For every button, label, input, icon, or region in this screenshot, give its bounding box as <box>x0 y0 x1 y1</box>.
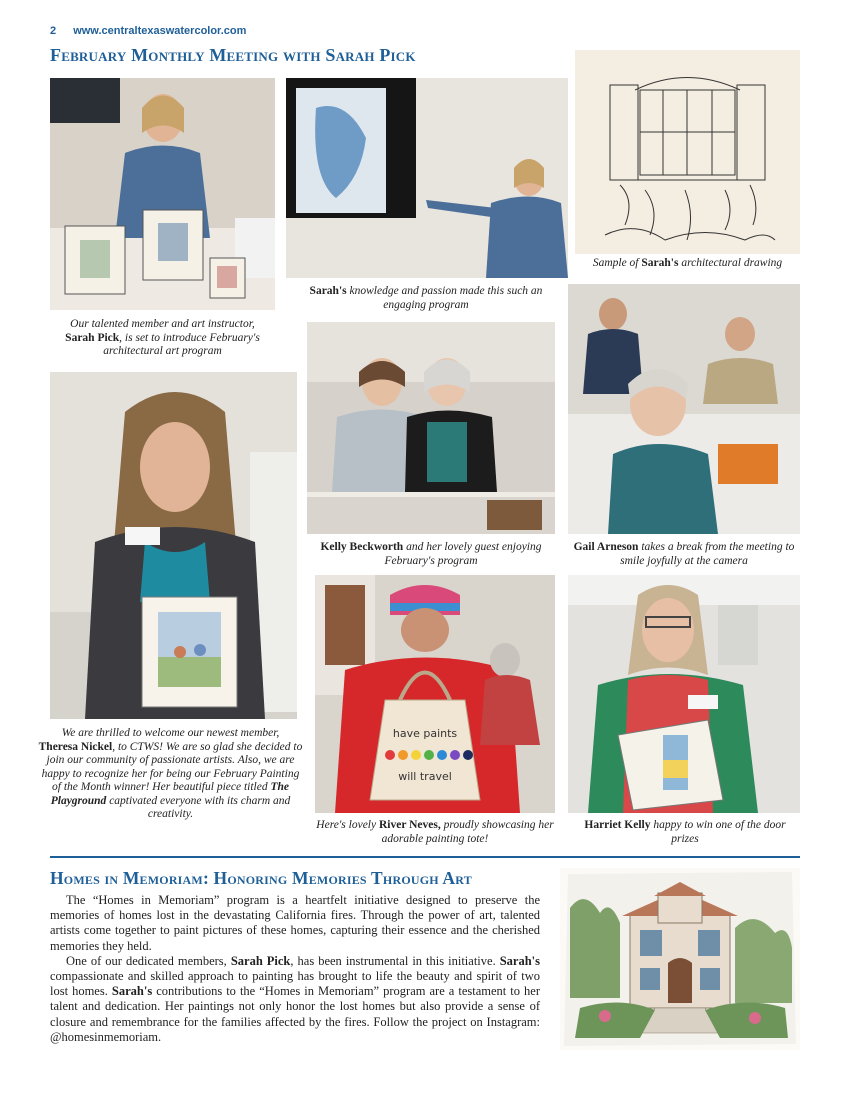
section-title-homes: Homes in Memoriam: Honoring Memories Through Art <box>50 868 472 888</box>
photo-gail-arneson <box>568 284 800 534</box>
caption-harriet: Harriet Kelly happy to win one of the door prizes <box>584 819 786 845</box>
page-header <box>50 25 246 37</box>
photo-architectural-drawing <box>575 50 800 254</box>
homes-paragraph-2: One of our dedicated members, Sarah Pick, has been instrumental in this initiative. Sarah's compassionate and skilled approach to painting has brought to life the beauty and spirit of two lost homes. Sarah's contributions to the “Homes in Memoriam” program are a testament to her talent and dedication. Her paintings not only honor the lost homes but also provide a sense of closure and remembrance for the families affected by the fires. Follow the project on Instagram: @homesinmemoriam. <box>50 953 541 1044</box>
website-url[interactable]: www.centraltexaswatercolor.com <box>73 25 247 37</box>
section-divider <box>50 856 800 858</box>
homes-article-body <box>50 893 540 1045</box>
caption-gail: Gail Arneson takes a break from the meeting to smile joyfully at the camera <box>573 541 795 567</box>
photo-sarah-with-paintings <box>50 78 275 310</box>
photo-kelly-and-guest <box>307 322 555 534</box>
photo-harriet-kelly <box>568 575 800 813</box>
caption-river: Here's lovely River Neves, proudly showcasing her adorable painting tote! <box>316 819 554 845</box>
photo-home-painting <box>560 868 800 1050</box>
caption-sample-drawing: Sample of Sarah's architectural drawing <box>592 257 783 269</box>
caption-sarah-intro: Our talented member and art instructor, Sarah Pick, is set to introduce February's architectural art program <box>65 318 260 357</box>
photo-river-with-tote <box>315 575 555 813</box>
homes-paragraph-1: The “Homes in Memoriam” program is a heartfelt initiative designed to preserve the memories of homes lost in the devastating California fires. Through the power of art, talented artists come together to paint pictures of these homes, capturing their essence and the cherished memories they held. <box>50 893 540 953</box>
caption-theresa: We are thrilled to welcome our newest member, Theresa Nickel, to CTWS! We are so glad she decided to join our community of passionate artists. Also, we are happy to recognize her for being our February Painting of the Month winner! Her beautiful piece titled The Playground captivated everyone with its charm and creativity. <box>38 727 303 820</box>
tote-line-1: have paints <box>392 727 458 740</box>
caption-kelly: Kelly Beckworth and her lovely guest enjoying February's program <box>320 541 542 567</box>
section-title-meeting: February Monthly Meeting with Sarah Pick <box>50 45 416 65</box>
caption-sarah-knowledge: Sarah's knowledge and passion made this such an engaging program <box>309 285 543 311</box>
tote-line-2: will travel <box>398 770 452 783</box>
page-number: 2 <box>50 25 57 37</box>
photo-sarah-presenting <box>286 78 568 278</box>
photo-theresa-nickel <box>50 372 297 719</box>
